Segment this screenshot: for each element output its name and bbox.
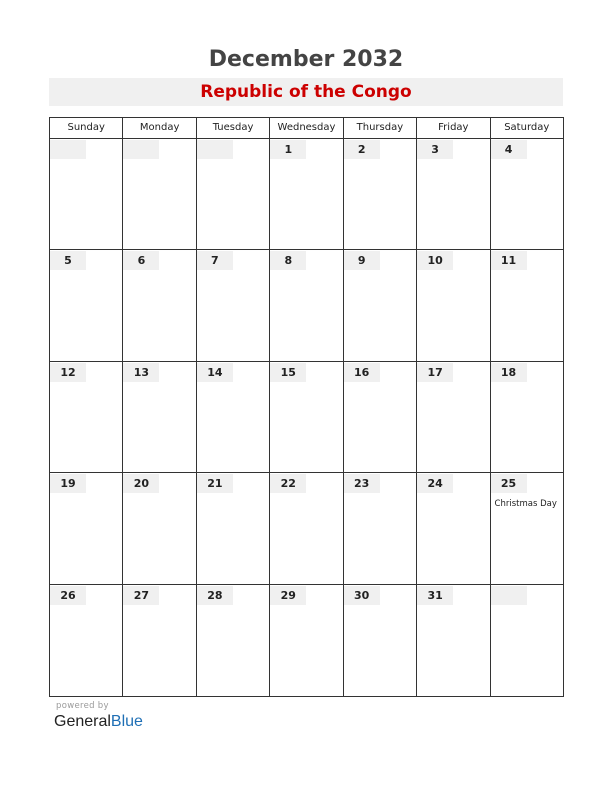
weekday-header-row — [50, 118, 563, 139]
day-cell[interactable] — [344, 362, 417, 472]
weekday-header: Tuesday — [197, 118, 270, 138]
day-number: 13 — [123, 363, 159, 382]
day-cell[interactable] — [50, 585, 123, 696]
day-cell[interactable] — [491, 250, 563, 360]
page-title: December 2032 — [208, 47, 404, 72]
calendar-weeks — [50, 139, 563, 696]
day-cell[interactable] — [491, 473, 563, 583]
logo-text-blue: Blue — [110, 713, 143, 730]
day-number: 22 — [270, 474, 306, 493]
week-row — [50, 139, 563, 250]
day-number — [123, 140, 159, 159]
day-cell[interactable] — [197, 585, 270, 696]
day-number: 23 — [344, 474, 380, 493]
day-cell[interactable] — [50, 250, 123, 360]
weekday-header: Wednesday — [270, 118, 343, 138]
day-number: 15 — [270, 363, 306, 382]
day-number: 31 — [417, 586, 453, 605]
day-number: 14 — [197, 363, 233, 382]
day-number: 29 — [270, 586, 306, 605]
day-number: 28 — [197, 586, 233, 605]
day-number: 17 — [417, 363, 453, 382]
day-cell[interactable] — [344, 139, 417, 249]
day-number: 8 — [270, 251, 306, 270]
day-cell[interactable] — [491, 139, 563, 249]
logo-text-general: General — [54, 713, 111, 730]
day-number: 4 — [491, 140, 527, 159]
day-cell[interactable] — [417, 585, 490, 696]
day-cell[interactable] — [270, 473, 343, 583]
day-number: 7 — [197, 251, 233, 270]
holiday-event: Christmas Day — [494, 499, 557, 510]
country-banner: Republic of the Congo — [49, 78, 563, 106]
weekday-header: Thursday — [344, 118, 417, 138]
day-number: 3 — [417, 140, 453, 159]
day-cell[interactable] — [123, 585, 196, 696]
day-cell[interactable] — [344, 250, 417, 360]
day-number: 11 — [491, 251, 527, 270]
calendar-grid — [49, 117, 564, 697]
day-cell[interactable] — [270, 362, 343, 472]
day-number: 18 — [491, 363, 527, 382]
day-number: 16 — [344, 363, 380, 382]
day-number: 6 — [123, 251, 159, 270]
day-cell[interactable] — [270, 139, 343, 249]
day-cell[interactable] — [197, 473, 270, 583]
week-row — [50, 362, 563, 473]
day-number: 24 — [417, 474, 453, 493]
day-number — [197, 140, 233, 159]
day-cell[interactable] — [123, 250, 196, 360]
day-cell[interactable] — [270, 250, 343, 360]
day-number: 10 — [417, 251, 453, 270]
day-cell[interactable] — [50, 362, 123, 472]
weekday-header: Friday — [417, 118, 490, 138]
day-cell[interactable] — [491, 362, 563, 472]
day-cell[interactable] — [50, 139, 123, 249]
day-number: 20 — [123, 474, 159, 493]
day-cell[interactable] — [123, 362, 196, 472]
day-cell[interactable] — [197, 362, 270, 472]
day-number: 30 — [344, 586, 380, 605]
day-cell[interactable] — [123, 139, 196, 249]
day-cell[interactable] — [417, 473, 490, 583]
powered-by-label: powered by — [56, 701, 109, 711]
day-number: 27 — [123, 586, 159, 605]
day-cell[interactable] — [270, 585, 343, 696]
week-row — [50, 473, 563, 584]
weekday-header: Sunday — [50, 118, 123, 138]
day-number: 19 — [50, 474, 86, 493]
week-row — [50, 585, 563, 696]
day-number: 21 — [197, 474, 233, 493]
day-number: 26 — [50, 586, 86, 605]
day-number — [491, 586, 527, 605]
day-cell[interactable] — [491, 585, 563, 696]
day-cell[interactable] — [417, 362, 490, 472]
day-cell[interactable] — [417, 250, 490, 360]
day-cell[interactable] — [344, 585, 417, 696]
day-cell[interactable] — [123, 473, 196, 583]
day-cell[interactable] — [344, 473, 417, 583]
weekday-header: Monday — [123, 118, 196, 138]
day-cell[interactable] — [50, 473, 123, 583]
weekday-header: Saturday — [504, 122, 550, 133]
day-cell[interactable] — [197, 139, 270, 249]
day-number: 5 — [50, 251, 86, 270]
day-number — [50, 140, 86, 159]
day-cell[interactable] — [197, 250, 270, 360]
day-number: 2 — [344, 140, 380, 159]
week-row — [50, 250, 563, 361]
day-number: 9 — [344, 251, 380, 270]
day-number: 12 — [50, 363, 86, 382]
day-number: 1 — [270, 140, 306, 159]
day-number: 25 — [491, 474, 527, 493]
generalblue-logo[interactable] — [54, 713, 143, 731]
day-cell[interactable] — [417, 139, 490, 249]
